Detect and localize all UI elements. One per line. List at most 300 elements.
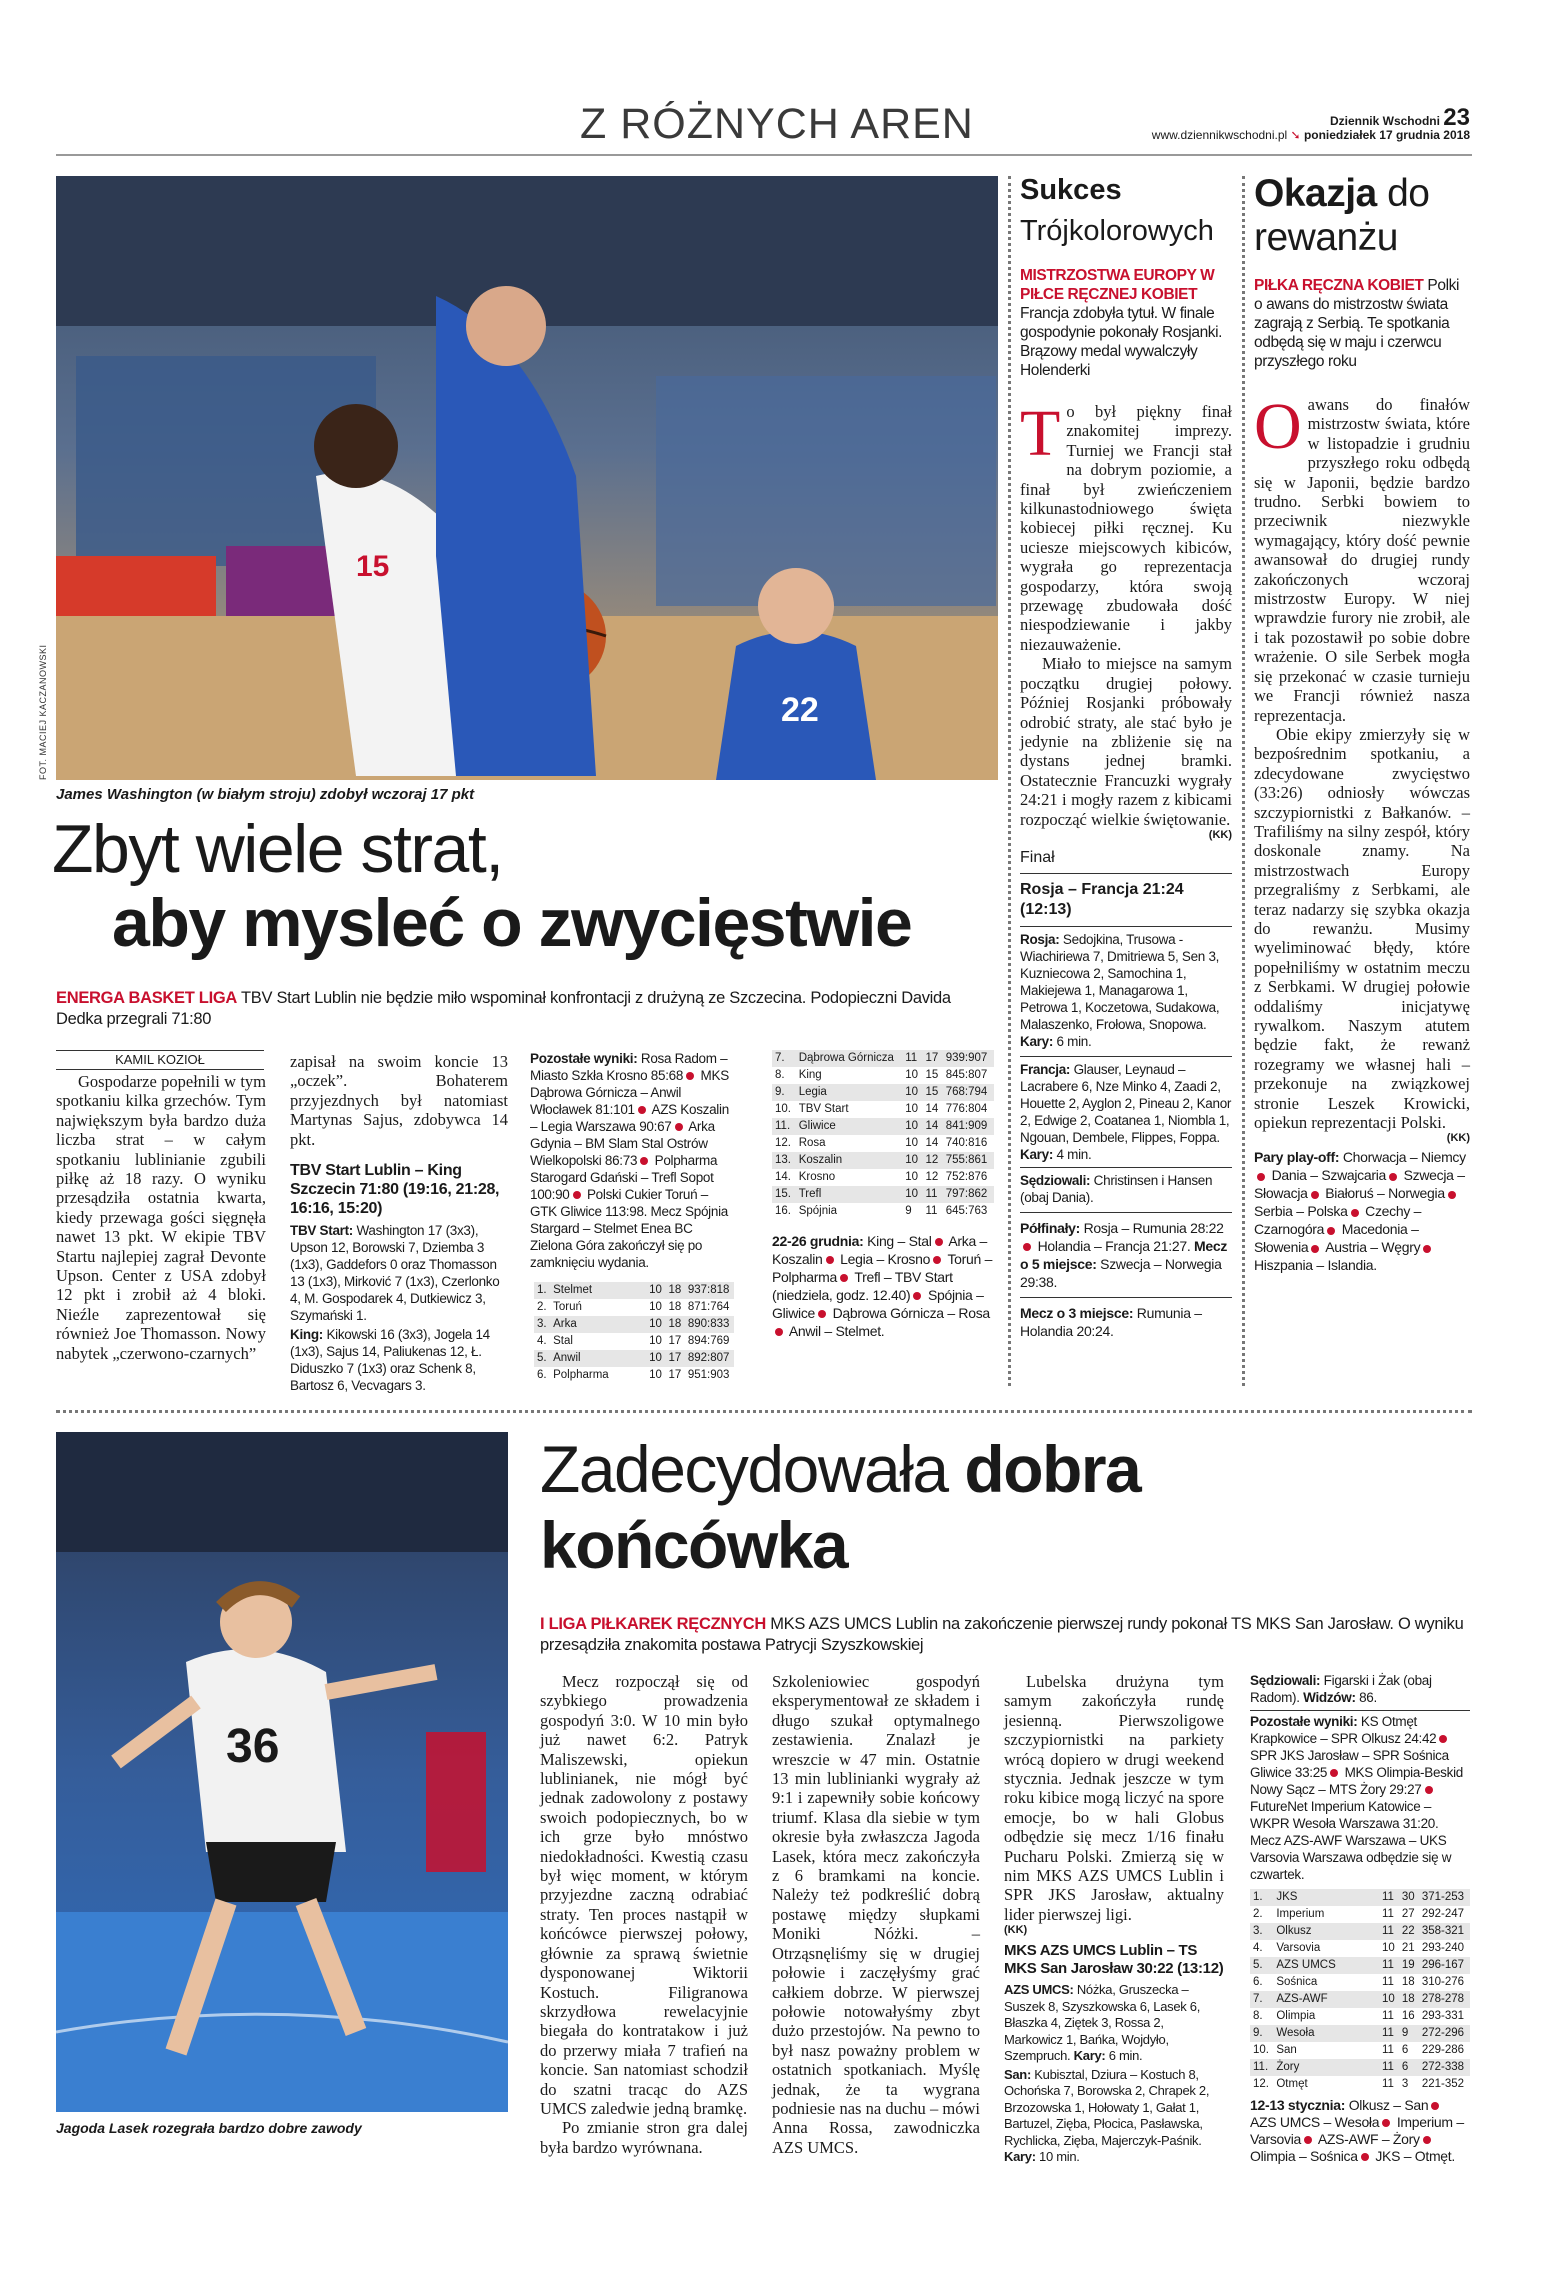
result-item: Polpharma Starogard Gdański – Trefl Sopot 100:90 bbox=[530, 1153, 718, 1202]
issue-date: poniedziałek 17 grudnia 2018 bbox=[1303, 128, 1470, 142]
article4-next bbox=[1250, 2097, 1470, 2165]
lineup-start-label: TBV Start: bbox=[290, 1223, 354, 1239]
games-cell: 10 bbox=[646, 1282, 665, 1299]
penalties-label: Kary: bbox=[1070, 2048, 1106, 2064]
article1-col2 bbox=[290, 1052, 508, 1394]
article3-headline bbox=[1254, 172, 1470, 260]
next-game: Legia – Krosno bbox=[840, 1251, 931, 1267]
referees-text: Christinsen i Hansen (obaj Dania). bbox=[1020, 1172, 1213, 1205]
lineup-azs-label: AZS UMCS: bbox=[1004, 1982, 1074, 1998]
penalties: 4 min. bbox=[1053, 1146, 1092, 1162]
table-row bbox=[534, 1367, 734, 1384]
goals-cell: 752:876 bbox=[945, 1171, 988, 1183]
goals-cell: 939:907 bbox=[943, 1050, 994, 1067]
team-cell: Varsovia bbox=[1276, 1942, 1321, 1954]
goals-cell: 937:818 bbox=[685, 1282, 734, 1299]
bullet-icon bbox=[1382, 2119, 1390, 2127]
bullet-icon bbox=[1448, 1191, 1456, 1199]
result-item: SPR JKS Jarosław – SPR Sośnica Gliwice 33:25 bbox=[1250, 1748, 1449, 1780]
lineup-start-text: Washington 17 (3x3), Upson 12, Borowski 7, Dziemba 3 (1x3), Gaddefors 0 oraz Thomasson 13 (1x3), Mirković 7 (1x3), Czerlonko 4, M. Gospodarek 4, Dutkiewicz 3, Szymański 1. bbox=[290, 1223, 500, 1324]
lineup-king-label: King: bbox=[290, 1327, 323, 1343]
next-game: King – Stal bbox=[867, 1233, 932, 1249]
goals-cell: 894:769 bbox=[687, 1335, 730, 1347]
table-row bbox=[772, 1135, 994, 1152]
games-cell: 11 bbox=[1381, 2044, 1394, 2056]
table-row bbox=[772, 1169, 994, 1186]
article4-col3 bbox=[1004, 1672, 1224, 2166]
article4-results bbox=[1250, 1713, 1470, 1883]
penalties: 6 min. bbox=[1105, 2048, 1143, 2064]
team-cell: AZS-AWF bbox=[1273, 1991, 1379, 2008]
article4-score: MKS AZS UMCS Lublin – TS MKS San Jarosław 30:22 (13:12) bbox=[1004, 1942, 1224, 1978]
crowd: 86. bbox=[1355, 1690, 1377, 1705]
bullet-icon bbox=[1023, 1243, 1031, 1251]
playoff-pairs bbox=[1254, 1148, 1470, 1274]
article2-signature: (KK) bbox=[1208, 828, 1232, 841]
league-table-1-body bbox=[534, 1282, 734, 1384]
semifinals bbox=[1020, 1219, 1232, 1291]
team-cell: Arka bbox=[550, 1316, 646, 1333]
article4-stats bbox=[1250, 1672, 1470, 2165]
rank-cell: 15. bbox=[772, 1186, 796, 1203]
goals-cell: 776:804 bbox=[945, 1103, 988, 1115]
games-cell: 11 bbox=[902, 1050, 922, 1067]
referees-text: Figarski i Żak (obaj Radom). bbox=[1250, 1673, 1432, 1705]
games-cell: 9 bbox=[905, 1205, 912, 1217]
final-label: Finał bbox=[1020, 848, 1055, 866]
article3-lead bbox=[1254, 276, 1470, 371]
next-round-label: 22-26 grudnia: bbox=[772, 1233, 864, 1249]
team-cell: AZS UMCS bbox=[1273, 1957, 1379, 1974]
table-row bbox=[772, 1186, 994, 1203]
points-cell: 30 bbox=[1399, 1889, 1419, 1906]
games-cell: 10 bbox=[902, 1152, 922, 1169]
bullet-icon bbox=[935, 1238, 943, 1246]
bullet-icon bbox=[1311, 1245, 1319, 1253]
article3-headline-light: do rewanżu bbox=[1254, 172, 1430, 259]
article3-signature: (KK) bbox=[1446, 1132, 1470, 1145]
bullet-icon bbox=[1431, 2102, 1439, 2110]
final-rule bbox=[1020, 873, 1232, 874]
points-cell: 11 bbox=[925, 1205, 938, 1217]
divider bbox=[1020, 1212, 1232, 1213]
playoff-pair: Chorwacja – Niemcy bbox=[1342, 1149, 1466, 1166]
games-cell: 11 bbox=[1379, 1889, 1399, 1906]
photo-caption-2: Jagoda Lasek rozegrała bardzo dobre zawody bbox=[56, 2120, 362, 2136]
lineup-russia bbox=[1020, 931, 1232, 1050]
points-cell: 6 bbox=[1401, 2044, 1409, 2056]
points-cell: 3 bbox=[1401, 2078, 1409, 2090]
final-score: Rosja – Francja 21:24 (12:13) bbox=[1020, 880, 1184, 918]
playoff-pair: Macedonia – Słowenia bbox=[1254, 1221, 1419, 1256]
rank-cell: 5. bbox=[534, 1350, 550, 1367]
points-cell: 27 bbox=[1401, 1908, 1415, 1920]
team-cell: Trefl bbox=[796, 1186, 903, 1203]
rank-cell: 2. bbox=[537, 1301, 547, 1313]
games-cell: 11 bbox=[1379, 2025, 1399, 2042]
other-results bbox=[530, 1050, 736, 1271]
article4-col3-body bbox=[1004, 1672, 1224, 1924]
article4-col1 bbox=[540, 1672, 748, 2157]
place3: Rumunia – Holandia 20:24. bbox=[1020, 1304, 1202, 1339]
team-cell: Koszalin bbox=[796, 1152, 903, 1169]
rank-cell: 2. bbox=[1253, 1908, 1263, 1920]
points-cell: 18 bbox=[1401, 1976, 1415, 1988]
playoff-pair: Serbia – Polska bbox=[1254, 1203, 1348, 1220]
next-game: Dąbrowa Górnicza – Rosa bbox=[832, 1305, 990, 1321]
points-cell: 9 bbox=[1399, 2025, 1419, 2042]
table-row bbox=[1250, 1940, 1470, 1957]
kicker: ENERGA BASKET LIGA bbox=[56, 989, 237, 1007]
svg-text:15: 15 bbox=[356, 550, 390, 583]
team-cell: Anwil bbox=[550, 1350, 646, 1367]
rank-cell: 7. bbox=[772, 1050, 796, 1067]
article1-col2-text: zapisał na swoim koncie 13 „oczek”. Bohaterem przyjezdnych był natomiast Martynas Sajus, zdobywca 14 pkt. bbox=[290, 1052, 508, 1149]
next-round-label: 12-13 stycznia: bbox=[1250, 2097, 1346, 2113]
team-cell: Olkusz bbox=[1273, 1923, 1379, 1940]
lineup-san-text: Kubisztal, Dziura – Kostuch 8, Ochońska 7, Borowska 2, Chrapek 2, Brzozowska 1, Hołowaty 1, Gałat 1, Bartuzel, Zięba, Płocica, Pasławska, Rychlicka, Zięba, Majerczyk-Paśnik. bbox=[1004, 2066, 1210, 2148]
divider bbox=[1020, 1056, 1232, 1057]
bullet-icon bbox=[1423, 1245, 1431, 1253]
team-cell: King bbox=[798, 1069, 822, 1081]
team-cell: Otmęt bbox=[1276, 2078, 1308, 2090]
next-round bbox=[772, 1232, 994, 1340]
lineup-france bbox=[1020, 1061, 1232, 1163]
team-cell: Krosno bbox=[798, 1171, 836, 1183]
games-cell: 11 bbox=[1381, 2010, 1394, 2022]
team-cell: Spójnia bbox=[798, 1205, 838, 1217]
points-cell: 14 bbox=[925, 1103, 939, 1115]
league-table-bottom bbox=[772, 1050, 994, 1340]
penalties-label: Kary: bbox=[1020, 1146, 1054, 1162]
semifinals-label: Półfinały: bbox=[1020, 1219, 1081, 1236]
points-cell: 18 bbox=[665, 1316, 684, 1333]
bullet-icon bbox=[840, 1274, 848, 1282]
league-table-3 bbox=[1250, 1889, 1470, 2093]
article3-body bbox=[1254, 390, 1470, 1133]
svg-text:22: 22 bbox=[781, 691, 819, 729]
rank-cell: 11. bbox=[1250, 2059, 1273, 2076]
bullet-icon bbox=[638, 1106, 646, 1114]
table-row bbox=[534, 1282, 734, 1299]
bullet-icon bbox=[933, 1256, 941, 1264]
lineup-azs bbox=[1004, 1982, 1224, 2065]
article3-lead-text: Polki o awans do mistrzostw świata zagrają z Serbią. Te spotkania odbędą się w maju i czerwcu przyszłego roku bbox=[1254, 277, 1460, 370]
results-label: Pozostałe wyniki: bbox=[1250, 1714, 1358, 1729]
bullet-icon bbox=[1351, 1209, 1359, 1217]
penalties-label: Kary: bbox=[1020, 1033, 1054, 1049]
league-table-1 bbox=[534, 1282, 734, 1384]
article3-dropcap: O bbox=[1254, 390, 1302, 463]
goals-cell: 845:807 bbox=[945, 1069, 988, 1081]
team-cell: Stal bbox=[553, 1335, 573, 1347]
games-cell: 11 bbox=[1379, 1957, 1399, 1974]
article2-para-text: o był piękny finał znakomitej imprezy. Turniej we Francji stał na dobrym poziomie, a finał był zwieńczeniem kilkunastodniowego święta kobiecej piłki ręcznej. Ku uciesze miejscowych kibiców, wygrała go reprezentacja gospodarzy, która swoją przewagę zbudowała dość niespodziewanie i jakby niezauważenie. bbox=[1020, 402, 1232, 654]
goals-cell: 755:861 bbox=[943, 1152, 994, 1169]
next-game: Trefl – TBV Start (niedziela, godz. 12.40) bbox=[772, 1269, 953, 1303]
bullet-icon bbox=[1423, 2136, 1431, 2144]
next-game: Toruń – Polpharma bbox=[772, 1251, 993, 1285]
next-game: Anwil – Stelmet. bbox=[788, 1323, 885, 1339]
score-title: TBV Start Lublin – King Szczecin 71:80 (19:16, 21:28, 16:16, 15:20) bbox=[290, 1162, 500, 1218]
bullet-icon bbox=[640, 1157, 648, 1165]
next-game: Olimpia – Sośnica bbox=[1250, 2148, 1358, 2164]
games-cell: 11 bbox=[1379, 1923, 1399, 1940]
article4-col2 bbox=[772, 1672, 980, 2157]
goals-cell: 272-296 bbox=[1419, 2025, 1470, 2042]
table-row bbox=[1250, 2059, 1470, 2076]
goals-cell: 645:763 bbox=[945, 1205, 988, 1217]
rank-cell: 1. bbox=[1250, 1889, 1273, 1906]
handball-photo-image bbox=[56, 1432, 508, 2112]
lineup-france-text: Glauser, Leynaud – Lacrabere 6, Nze Minko 4, Zaadi 2, Houette 2, Ayglon 2, Pineau 2, Kanor 2, Edwige 2, Coatanea 1, Niombla 1, Ngouan, Dembele, Flippes, Foppa. bbox=[1020, 1061, 1232, 1145]
bullet-icon bbox=[1327, 1227, 1335, 1235]
bullet-icon bbox=[1361, 2153, 1369, 2161]
article3-headline-bold: Okazja bbox=[1254, 172, 1377, 215]
bullet-icon bbox=[675, 1123, 683, 1131]
games-cell: 10 bbox=[902, 1118, 922, 1135]
article3 bbox=[1254, 172, 1470, 1274]
result-item: MKS Olimpia-Beskid Nowy Sącz – MTS Żory 29:27 bbox=[1250, 1765, 1463, 1797]
table-row bbox=[1250, 2008, 1470, 2025]
column-separator bbox=[1242, 176, 1245, 1386]
lineup-king bbox=[290, 1326, 508, 1394]
games-cell: 10 bbox=[905, 1137, 919, 1149]
points-cell: 15 bbox=[922, 1084, 942, 1101]
goals-cell: 229-286 bbox=[1421, 2044, 1465, 2056]
article3-kicker: PIŁKA RĘCZNA KOBIET bbox=[1254, 277, 1424, 294]
website: www.dziennikwschodni.pl bbox=[1151, 128, 1288, 142]
crowd-label: Widzów: bbox=[1299, 1690, 1356, 1705]
article4-col1-para: Mecz rozpoczął się od szybkiego prowadzenia gospodyń 3:0. W 10 min było już nawet 6:2. Patryk Maliszewski, opiekun lublinianek, nie mógł być jednak zadowolony z postawy swoich podopiecznych, bo w ich grze było mnóstwo niedokładności. Kwestią czasu był więc moment, w którym przyjezdne zaczną odrabiać straty. Ten proces nastąpił w końcówce pierwszej połowy, głównie za sprawą świetnie dysponowanej Wiktorii Kostuch. Filigranowa skrzydłowa rewelacyjnie biegała do kontratakow i już do przerwy miała 7 trafień na koncie. San natomiast schodził do szatni tracąc do AZS UMCS zaledwie jedną bramkę. bbox=[540, 1672, 748, 2118]
team-cell: TBV Start bbox=[798, 1103, 849, 1115]
article2-lead-text: Francja zdobyła tytuł. W finale gospodynie pokonały Rosjanki. Brązowy medal wywalczyły Holenderki bbox=[1020, 305, 1223, 379]
table-row bbox=[1250, 2076, 1470, 2093]
team-cell: Toruń bbox=[553, 1301, 582, 1313]
rank-cell: 14. bbox=[775, 1171, 791, 1183]
bullet-icon bbox=[913, 1292, 921, 1300]
league-table-3-body bbox=[1250, 1889, 1470, 2093]
result-item: Polski Cukier Toruń – GTK Gliwice 113:98. Mecz Spójnia Stargard – Stelmet Enea BC Zielona Góra zakończył się po zamknięciu wydania. bbox=[530, 1187, 728, 1270]
paper-name: Dziennik Wschodni bbox=[1329, 114, 1440, 128]
goals-cell: 221-352 bbox=[1421, 2078, 1465, 2090]
goals-cell: 951:903 bbox=[687, 1369, 730, 1381]
team-cell: Stelmet bbox=[550, 1282, 646, 1299]
games-cell: 10 bbox=[902, 1084, 922, 1101]
article4-lead-text: MKS AZS UMCS Lublin na zakończenie pierwszej rundy pokonał TS MKS San Jarosław. O wyniku przesądziła znakomita postawa Patrycji Szyszkowskiej bbox=[540, 1615, 1464, 1654]
semifinal: Rosja – Rumunia 28:22 bbox=[1080, 1219, 1224, 1236]
article4-referees bbox=[1250, 1672, 1470, 1706]
goals-cell: 310-276 bbox=[1421, 1976, 1465, 1988]
table-row bbox=[772, 1152, 994, 1169]
league-table-2-body bbox=[772, 1050, 994, 1220]
table-row bbox=[534, 1350, 734, 1367]
rank-cell: 6. bbox=[1253, 1976, 1263, 1988]
penalties-label: Kary: bbox=[1004, 2149, 1036, 2165]
paper-meta bbox=[1140, 128, 1470, 142]
result-item: FutureNet Imperium Katowice – WKPR Wesoła Warszawa 31:20. Mecz AZS-AWF Warszawa – UKS Varsovia Warszawa odbędzie się w czwartek. bbox=[1250, 1799, 1452, 1882]
article3-para: Obie ekipy zmierzyły się w bezpośrednim spotkaniu, a zdecydowane zwycięstwo (33:26) odniosły wówczas szczypiornistki z Bałkanów. – Trafiliśmy na silny zespół, który doskonale znamy. Na mistrzostwach Europy przegraliśmy z Serbkami, ale teraz nadarzy się szybka okazja do rewanżu. Musimy wyeliminować błędy, które popełniliśmy w ostatnim meczu z Serbkami. W drugiej połowie oddaliśmy inicjatywę rywalkom. Naszym atutem będzie fakt, że rewanż rozegramy we własnej hali – przekonuje na związkowej stronie Leszek Krowicki, opiekun reprezentacji Polski. bbox=[1254, 724, 1470, 1133]
games-cell: 10 bbox=[646, 1350, 665, 1367]
points-cell: 16 bbox=[1401, 2010, 1415, 2022]
team-cell: Rosa bbox=[798, 1137, 826, 1149]
goals-cell: 292-247 bbox=[1421, 1908, 1465, 1920]
bullet-icon bbox=[1311, 1191, 1319, 1199]
team-cell: Imperium bbox=[1276, 1908, 1325, 1920]
divider bbox=[1020, 1167, 1232, 1168]
points-cell: 6 bbox=[1399, 2059, 1419, 2076]
article2-headline-2: Trójkolorowych bbox=[1020, 215, 1214, 247]
table-row bbox=[772, 1067, 994, 1084]
result-item: KS Otmęt Krapkowice – SPR Olkusz 24:42 bbox=[1250, 1714, 1437, 1746]
team-cell: San bbox=[1276, 2044, 1297, 2056]
bullet-icon bbox=[1425, 1786, 1433, 1794]
headline-line1: Zbyt wiele strat, bbox=[52, 811, 503, 887]
team-cell: Wesoła bbox=[1273, 2025, 1379, 2042]
team-cell: Polpharma bbox=[553, 1369, 609, 1381]
points-cell: 18 bbox=[1399, 1991, 1419, 2008]
games-cell: 11 bbox=[1381, 1908, 1394, 1920]
arrow-icon: ➘ bbox=[1290, 128, 1301, 142]
goals-cell: 890:833 bbox=[685, 1316, 734, 1333]
games-cell: 10 bbox=[649, 1335, 662, 1347]
result-item: Arka Gdynia – BM Slam Stal Ostrów Wielkopolski 86:73 bbox=[530, 1119, 715, 1168]
result-item: AZS Koszalin – Legia Warszawa 90:67 bbox=[530, 1102, 729, 1134]
place5-label: Mecz o 5 miejsce: bbox=[1020, 1237, 1228, 1272]
rank-cell: 10. bbox=[1253, 2044, 1269, 2056]
points-cell: 15 bbox=[925, 1069, 939, 1081]
bullet-icon bbox=[1439, 1735, 1447, 1743]
playoff-pair: Białoruś – Norwegia bbox=[1325, 1185, 1445, 1202]
points-cell: 14 bbox=[925, 1137, 939, 1149]
lead bbox=[56, 988, 996, 1030]
author-box bbox=[56, 1050, 264, 1070]
lineup-san-label: San: bbox=[1004, 2066, 1031, 2082]
section-separator bbox=[56, 1410, 1472, 1413]
article2-lead bbox=[1020, 266, 1232, 380]
third-place bbox=[1020, 1304, 1232, 1340]
rank-cell: 7. bbox=[1250, 1991, 1273, 2008]
lineup-russia-label: Rosja: bbox=[1020, 931, 1060, 947]
league-table-2 bbox=[772, 1050, 994, 1220]
table-row bbox=[1250, 1889, 1470, 1906]
games-cell: 11 bbox=[1381, 1976, 1394, 1988]
table-row bbox=[1250, 1957, 1470, 1974]
divider bbox=[1020, 1297, 1232, 1298]
article4-headline-light: Zadecydowała bbox=[540, 1432, 965, 1506]
referees bbox=[1020, 1172, 1232, 1206]
table-row bbox=[1250, 2042, 1470, 2059]
article3-para bbox=[1254, 390, 1470, 725]
games-cell: 10 bbox=[649, 1369, 662, 1381]
rank-cell: 12. bbox=[1253, 2078, 1269, 2090]
next-game: AZS UMCS – Wesoła bbox=[1250, 2114, 1380, 2130]
results-label: Pozostałe wyniki: bbox=[530, 1051, 638, 1066]
next-game: Imperium – Varsovia bbox=[1250, 2114, 1464, 2147]
points-cell: 11 bbox=[922, 1186, 942, 1203]
table-row bbox=[772, 1050, 994, 1067]
goals-cell: 278-278 bbox=[1419, 1991, 1470, 2008]
rank-cell: 8. bbox=[775, 1069, 785, 1081]
rank-cell: 6. bbox=[537, 1369, 547, 1381]
points-cell: 17 bbox=[668, 1335, 682, 1347]
table-row bbox=[772, 1118, 994, 1135]
article1-col1-text: Gospodarze popełnili w tym spotkaniu kilka grzechów. Tym największym była bardzo duża liczba strat – w całym spotkaniu lublinianie zgubili piłkę aż 18 razy. O wyniku przesądziła ostatnia kwarta, kiedy przewaga gości sięgnęła nawet 13 pkt. W ekipie TBV Startu najlepiej zagrał Devonte Upson. Center z USA zdobył 12 pkt i zrobił aż 4 bloki. Nieźle zaprezentował się również Joe Thomasson. Nowy nabytek „czerwono-czarnych” bbox=[56, 1072, 266, 1363]
next-game: Spójnia – Gliwice bbox=[772, 1287, 984, 1321]
divider bbox=[1250, 1710, 1470, 1711]
goals-cell: 272-338 bbox=[1419, 2059, 1470, 2076]
points-cell: 12 bbox=[925, 1171, 939, 1183]
lineup-azs-text: Nóżka, Gruszecka – Suszek 8, Szyszkowska 6, Lasek 6, Błaszka 4, Ziętek 3, Rossa 2, Markowicz 1, Bańka, Wojdyło, Szempruch. bbox=[1004, 1982, 1201, 2064]
table-row bbox=[534, 1299, 734, 1316]
points-cell: 14 bbox=[922, 1118, 942, 1135]
article4-headline-bold: dobra bbox=[964, 1432, 1141, 1506]
divider bbox=[1020, 926, 1232, 927]
goals-cell: 892:807 bbox=[685, 1350, 734, 1367]
playoff-pair: Dania – Szwajcaria bbox=[1271, 1167, 1387, 1184]
headline-line2: aby mysleć o zwycięstwie bbox=[112, 885, 912, 961]
team-cell: Olimpia bbox=[1276, 2010, 1316, 2022]
points-cell: 18 bbox=[668, 1301, 682, 1313]
table-row bbox=[534, 1333, 734, 1350]
goals-cell: 293-331 bbox=[1421, 2010, 1465, 2022]
table-row bbox=[772, 1203, 994, 1220]
points-cell: 12 bbox=[922, 1152, 942, 1169]
next-game: JKS – Otmęt. bbox=[1375, 2148, 1455, 2164]
goals-cell: 797:862 bbox=[943, 1186, 994, 1203]
games-cell: 10 bbox=[902, 1186, 922, 1203]
team-cell: JKS bbox=[1273, 1889, 1379, 1906]
rank-cell: 1. bbox=[534, 1282, 550, 1299]
bullet-icon bbox=[818, 1310, 826, 1318]
article4-col2-para: Szkoleniowiec gospodyń eksperymentował ze składem i długo szukał optymalnego zestawienia. Znalazł je wreszcie w 47 min. Ostatnie 13 min lublinianki wygrały aż 9:1 i zapewniły sobie końcowy triumf. Klasa dla siebie w tym okresie była zwłaszcza Jagoda Lasek, która mecz zakończyła z 6 bramkami na koncie. Należy też podkreślić dobrą postawę między słupkami Moniki Nóżki. – Otrząsnęliśmy się w drugiej połowie i zaczęłyśmy grać całkiem dobrze. W pierwszej połowie notowałyśmy zbyt dużo przestojów. Na pewno to był nasz poważny problem w ostatnich spotkaniach. Myślę jednak, że ta wygrana podniesie nas na duchu – mówi Anna Rossa, zawodniczka AZS UMCS. bbox=[772, 1672, 980, 2157]
rank-cell: 3. bbox=[1250, 1923, 1273, 1940]
playoff-pair: Szwecja – Słowacja bbox=[1254, 1167, 1465, 1202]
goals-cell: 371-253 bbox=[1419, 1889, 1470, 1906]
result-item: Rosa Radom – Miasto Szkła Krosno 85:68 bbox=[530, 1051, 728, 1083]
article2-para bbox=[1020, 397, 1232, 654]
rank-cell: 5. bbox=[1250, 1957, 1273, 1974]
table-row bbox=[1250, 1923, 1470, 1940]
goals-cell: 768:794 bbox=[943, 1084, 994, 1101]
semifinal: Holandia – Francja 21:27. bbox=[1034, 1237, 1191, 1254]
bullet-icon bbox=[1257, 1173, 1265, 1181]
article2-body bbox=[1020, 397, 1232, 829]
rank-cell: 16. bbox=[775, 1205, 791, 1217]
article4-col3-para: Lubelska drużyna tym samym zakończyła rundę jesienną. Pierwszoligowe szczypiornistki na parkiety wrócą dopiero w drugi weekend stycznia. Jednak jeszcze w tym roku kibice mogą liczyć na spore emocje, bo w hali Globus odbędzie się mecz 1/16 finału Pucharu Polski. Zmierzą się w nim MKS AZS UMCS Lublin i SPR JKS Jarosław, aktualny lider pierwszej ligi. bbox=[1004, 1672, 1224, 1924]
games-cell: 11 bbox=[1381, 2078, 1394, 2090]
article2 bbox=[1020, 172, 1232, 1340]
page-number: 23 bbox=[1443, 104, 1470, 131]
rank-cell: 13. bbox=[772, 1152, 796, 1169]
article2-para: Miało to miejsce na samym początku drugiej połowy. Później Rosjanki próbowały odrobić straty, ale stać było je jedynie na zbliżenie się na dystans jednej bramki. Ostatecznie Francuzki wygrały 24:21 i mogły razem z kibicami rozpocząć wielkie świętowanie. bbox=[1020, 654, 1232, 829]
games-cell: 10 bbox=[905, 1171, 919, 1183]
article1-col1 bbox=[56, 1072, 266, 1363]
rank-cell: 4. bbox=[537, 1335, 547, 1347]
games-cell: 10 bbox=[646, 1316, 665, 1333]
games-cell: 10 bbox=[1379, 1991, 1399, 2008]
bullet-icon bbox=[1389, 1173, 1397, 1181]
article4-col1-para: Po zmianie stron gra dalej była bardzo wyrównana. bbox=[540, 2118, 748, 2157]
playoff-pair: Czechy – Czarnogóra bbox=[1254, 1203, 1422, 1238]
table-row bbox=[772, 1101, 994, 1118]
basketball-photo-image bbox=[56, 176, 998, 780]
games-cell: 11 bbox=[1379, 2059, 1399, 2076]
rank-cell: 3. bbox=[534, 1316, 550, 1333]
games-cell: 10 bbox=[1381, 1942, 1395, 1954]
article4-headline-1 bbox=[540, 1432, 1140, 1506]
place3-label: Mecz o 3 miejsce: bbox=[1020, 1304, 1134, 1321]
